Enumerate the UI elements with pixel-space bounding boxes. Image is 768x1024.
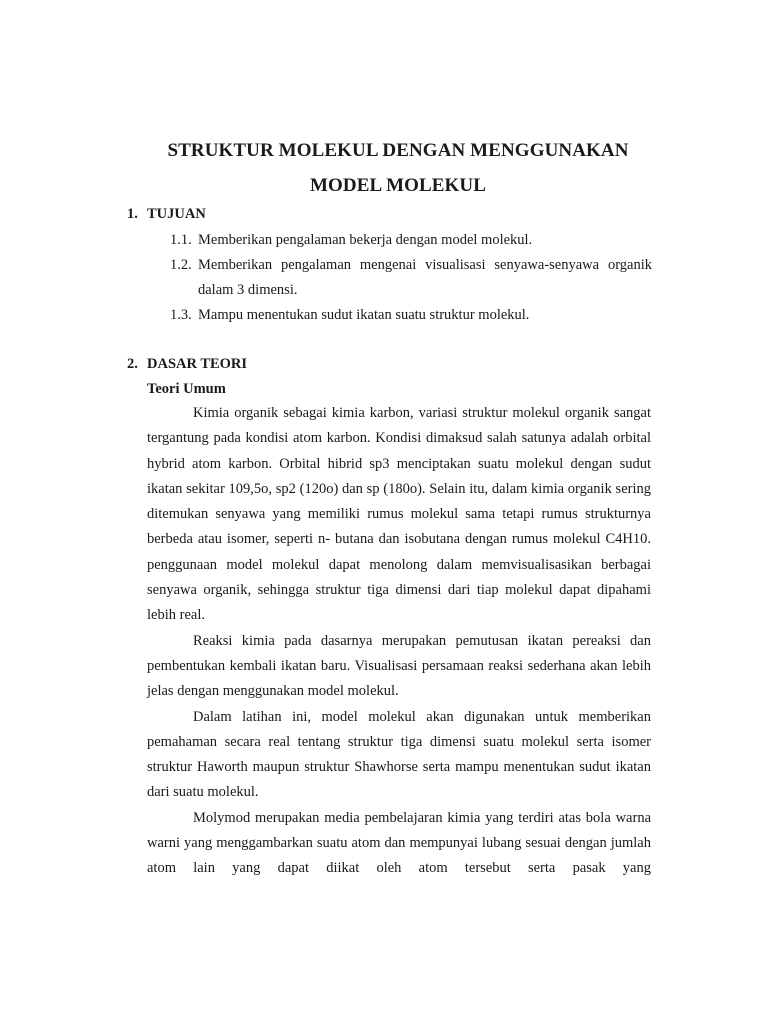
document-title-line-1: STRUKTUR MOLEKUL DENGAN MENGGUNAKAN [167,140,629,161]
objective-text: Mampu menentukan sudut ikatan suatu struktur molekul. [198,307,530,323]
theory-body [147,401,651,882]
objective-number: 1.1. [170,232,192,248]
section-number: 2. [127,356,138,372]
section-title: DASAR TEORI [147,356,248,372]
objective-number: 1.3. [170,307,192,323]
section-number: 1. [127,206,138,222]
section-title: TUJUAN [147,206,206,222]
paragraph: Molymod merupakan media pembelajaran kimia yang terdiri atas bola warna warni yang menggambarkan suatu atom dan mempunyai lubang sesuai dengan jumlah atom lain yang dapat diikat oleh atom tersebut serta pasak yang [147,809,651,877]
objective-text: Memberikan pengalaman bekerja dengan model molekul. [198,232,533,248]
document-title-line-2: MODEL MOLEKUL [309,175,486,196]
paragraph: Kimia organik sebagai kimia karbon, variasi struktur molekul organik sangat tergantung pada kondisi atom karbon. Kondisi dimaksud salah satunya adalah orbital hybrid atom karbon. Orbital hibrid sp3 menciptakan suatu molekul dengan sudut ikatan sekitar 109,5o, sp2 (120o) dan sp (180o). Selain itu, dalam kimia organik sering ditemukan senyawa yang memiliki rumus molekul sama tetapi rumus strukturnya berbeda atau isomer, seperti n- butana dan isobutana dengan rumus molekul C4H10. penggunaan model molekul dapat menolong dalam memvisualisasikan berbagai senyawa organik, sehingga struktur tiga dimensi dari tiap molekul dapat dipahami lebih real. [147,405,651,624]
objective-number: 1.2. [170,257,192,273]
paragraph: Dalam latihan ini, model molekul akan digunakan untuk memberikan pemahaman secara real tentang struktur tiga dimensi suatu molekul serta isomer struktur Haworth maupun struktur Shawhorse serta mampu menentukan sudut ikatan dari suatu molekul. [147,708,651,801]
paragraph: Reaksi kimia pada dasarnya merupakan pemutusan ikatan pereaksi dan pembentukan kembali ikatan baru. Visualisasi persamaan reaksi sederhana akan lebih jelas dengan menggunakan model molekul. [147,632,651,700]
subheading-teori-umum: Teori Umum [147,381,226,397]
objective-text: Memberikan pengalaman mengenai visualisasi senyawa-senyawa organik dalam 3 dimensi. [198,257,652,298]
